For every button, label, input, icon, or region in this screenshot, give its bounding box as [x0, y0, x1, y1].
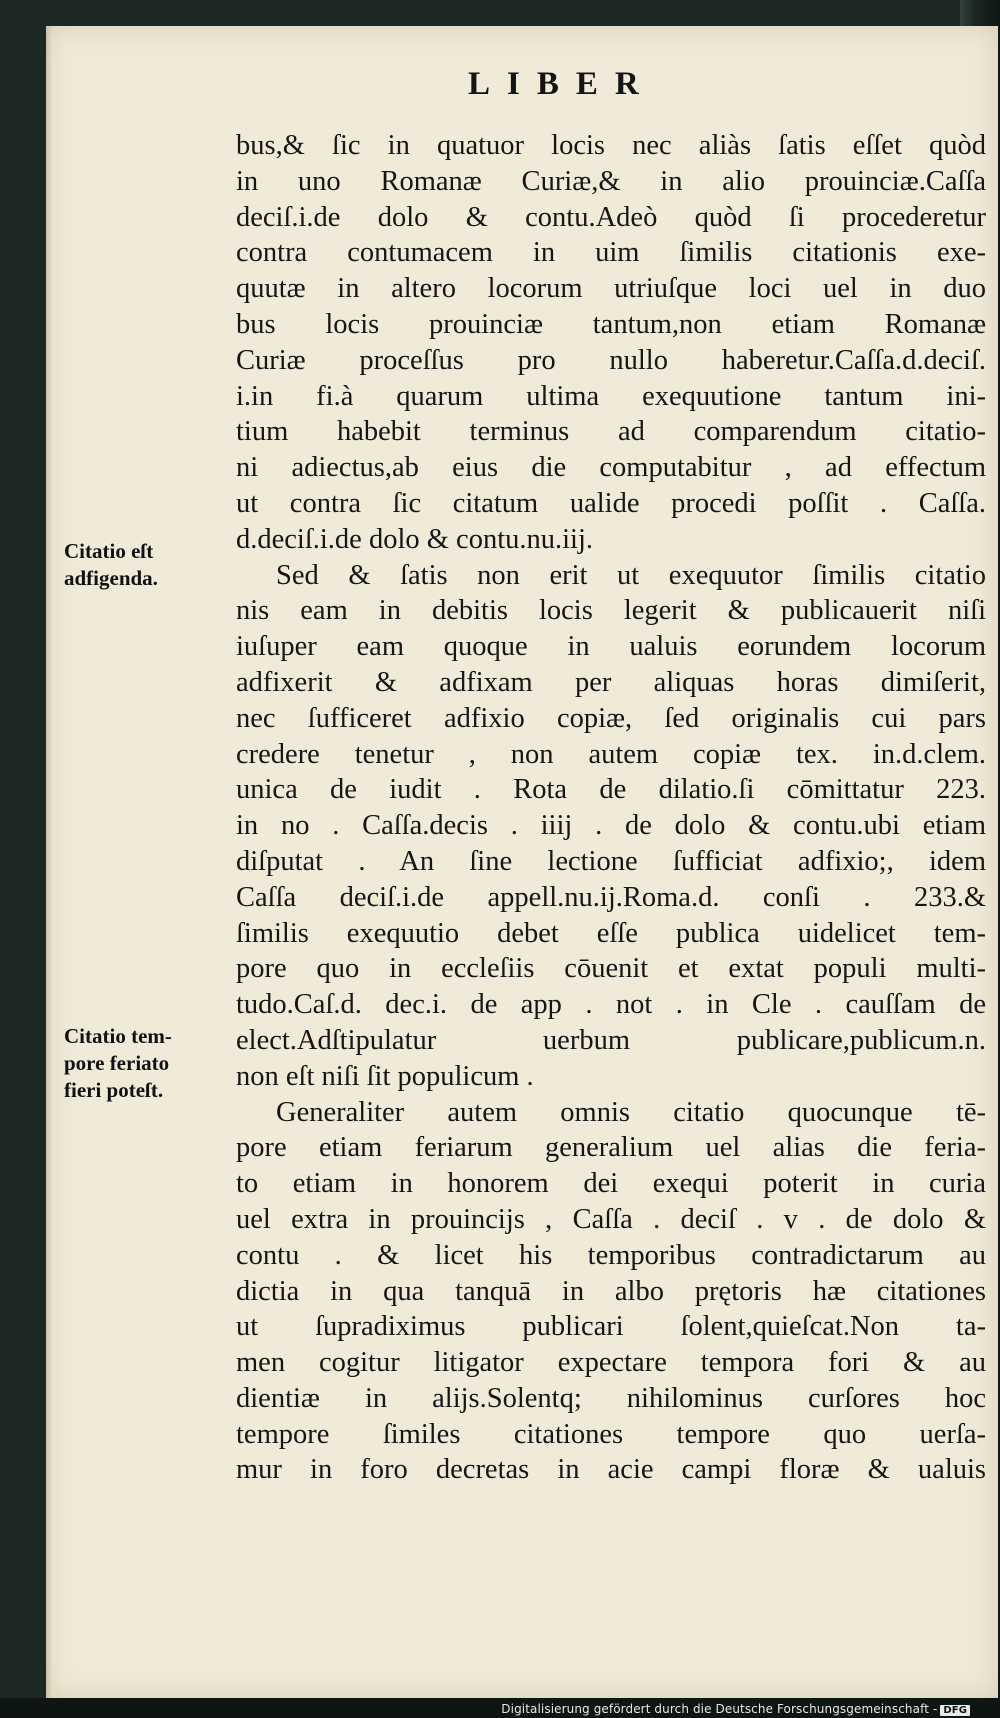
margin-note-line: fieri poteſt.: [64, 1078, 164, 1102]
text-line: unica de iudit . Rota de dilatio.ſi cōmittatur 223.: [236, 774, 986, 806]
text-line: pore quo in eccleſiis cōuenit et extat populi multi-: [236, 953, 986, 985]
margin-note-citatio-adfigenda: [64, 538, 234, 592]
text-line: non eſt niſi ſit populicum .: [236, 1060, 534, 1092]
text-line: diſputat . An ſine lectione ſufficiat adfixio;, idem: [236, 845, 986, 877]
text-line: bus,& ſic in quatuor locis nec aliàs ſatis eſſet quòd: [236, 130, 986, 161]
text-line: credere tenetur , non autem copiæ tex. in.d.clem.: [236, 738, 986, 770]
text-line: Caſſa deciſ.i.de appell.nu.ij.Roma.d. conſi . 233.&: [236, 881, 986, 913]
credit-text: Digitalisierung gefördert durch die Deutsche Forschungsgemeinschaft -: [501, 1702, 938, 1716]
text-line: to etiam in honorem dei exequi poterit in curia: [236, 1168, 986, 1200]
text-line: tium habebit terminus ad comparendum citatio-: [236, 416, 986, 448]
book-page: [46, 26, 998, 1698]
digitization-credit: [501, 1702, 970, 1716]
text-line: men cogitur litigator expectare tempora fori & au: [236, 1347, 986, 1379]
margin-note-line: Citatio tem-: [64, 1024, 172, 1048]
margin-note-line: pore feriato: [64, 1051, 170, 1075]
text-line: quutæ in altero locorum utriuſque loci uel in duo: [236, 273, 986, 305]
body-text: [236, 128, 986, 1488]
running-header: LIBER: [468, 66, 656, 102]
text-line: in no . Caſſa.decis . iiij . de dolo & contu.ubi etiam: [236, 810, 986, 842]
text-line: Curiæ proceſſus pro nullo haberetur.Caſſa.d.deciſ.: [236, 344, 986, 376]
text-line: tudo.Caſ.d. dec.i. de app . not . in Cle . cauſſam de: [236, 989, 986, 1021]
text-line: deciſ.i.de dolo & contu.Adeò quòd ſi procederetur: [236, 201, 986, 233]
text-line: uel extra in prouincijs , Caſſa . deciſ . v . de dolo &: [236, 1203, 986, 1235]
text-line: contu . & licet his temporibus contradictarum au: [236, 1239, 986, 1271]
margin-note-line: Citatio eſt: [64, 539, 154, 563]
margin-note-line: adfigenda.: [64, 566, 158, 590]
text-line: Sed & ſatis non erit ut exequutor ſimilis citatio: [276, 559, 986, 591]
text-line: ut contra ſic citatum ualide procedi poſſit . Caſſa.: [236, 487, 986, 519]
text-line: iuſuper eam quoque in ualuis eorundem locorum: [236, 631, 986, 663]
text-line: elect.Adſtipulatur uerbum publicare,publicum.n.: [236, 1024, 986, 1056]
text-line: nis eam in debitis locis legerit & publicauerit niſi: [236, 595, 986, 627]
dfg-logo: DFG: [940, 1705, 970, 1716]
text-line: in uno Romanæ Curiæ,& in alio prouinciæ.Caſſa: [236, 165, 986, 197]
text-line: nec ſufficeret adfixio copiæ, ſed originalis cui pars: [236, 702, 986, 734]
margin-note-citatio-tempore-feriato: [64, 1023, 234, 1104]
text-line: dientiæ in alijs.Solentq; nihilominus curſores hoc: [236, 1382, 986, 1414]
text-line: pore etiam feriarum generalium uel alias die feria-: [236, 1132, 986, 1164]
text-line: ut ſupradiximus publicari ſolent,quieſcat.Non ta-: [236, 1311, 986, 1343]
text-line: ni adiectus,ab eius die computabitur , ad effectum: [236, 452, 986, 484]
text-line: dictia in qua tanquā in albo prętoris hæ citationes: [236, 1275, 986, 1307]
text-line: adfixerit & adfixam per aliquas horas dimiſerit,: [236, 666, 986, 698]
text-line: mur in foro decretas in acie campi floræ & ualuis: [236, 1454, 986, 1486]
text-line: Generaliter autem omnis citatio quocunque tē-: [276, 1096, 986, 1128]
text-line: d.deciſ.i.de dolo & contu.nu.iij.: [236, 523, 593, 555]
text-line: ſimilis exequutio debet eſſe publica uidelicet tem-: [236, 917, 986, 949]
text-line: tempore ſimiles citationes tempore quo uerſa-: [236, 1418, 986, 1450]
text-line: contra contumacem in uim ſimilis citationis exe-: [236, 237, 986, 269]
text-line: bus locis prouinciæ tantum,non etiam Romanæ: [236, 308, 986, 340]
footer-bar: [0, 1698, 1000, 1718]
text-line: i.in fi.à quarum ultima exequutione tantum ini-: [236, 380, 986, 412]
